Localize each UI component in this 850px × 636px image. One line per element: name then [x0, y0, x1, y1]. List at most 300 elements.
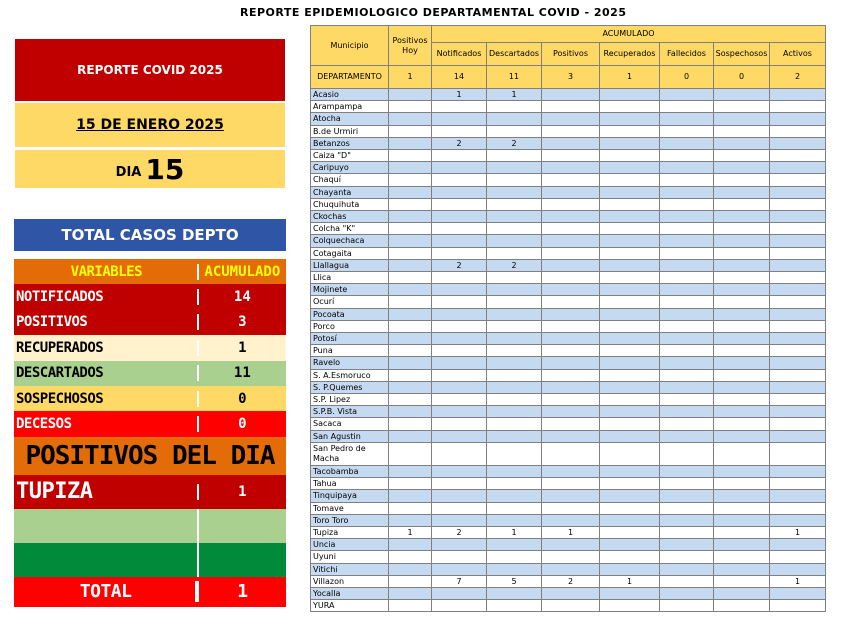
table-cell	[432, 333, 487, 345]
table-cell	[600, 150, 660, 162]
table-cell	[389, 186, 432, 198]
table-row	[311, 235, 826, 247]
table-cell	[600, 539, 660, 551]
table-cell	[389, 223, 432, 235]
table-cell	[600, 296, 660, 308]
summary-row-notificados	[14, 284, 286, 309]
table-cell	[432, 284, 487, 296]
summary-row-sospechosos	[14, 386, 286, 411]
table-cell	[600, 174, 660, 186]
municipio-name: Chaquí	[311, 174, 389, 186]
table-cell: 1	[770, 526, 826, 538]
table-cell	[487, 320, 542, 332]
table-cell	[770, 259, 826, 271]
table-cell	[770, 418, 826, 430]
municipio-name: Caiza "D"	[311, 150, 389, 162]
table-cell	[714, 125, 770, 137]
table-cell	[600, 308, 660, 320]
table-cell	[542, 587, 600, 599]
table-cell	[600, 198, 660, 210]
table-cell	[487, 394, 542, 406]
table-cell	[600, 320, 660, 332]
table-cell	[432, 272, 487, 284]
table-cell	[432, 369, 487, 381]
table-cell	[600, 345, 660, 357]
table-cell	[660, 284, 714, 296]
municipio-name: S. A.Esmoruco	[311, 369, 389, 381]
table-row	[311, 514, 826, 526]
table-row	[311, 587, 826, 599]
table-cell	[389, 406, 432, 418]
table-cell	[770, 406, 826, 418]
table-cell	[770, 357, 826, 369]
table-cell	[389, 211, 432, 223]
header-positivos-hoy: Positivos Hoy	[389, 26, 432, 66]
table-cell	[660, 357, 714, 369]
header-sospechosos: Sospechosos	[714, 43, 770, 66]
table-cell	[487, 174, 542, 186]
table-cell	[770, 198, 826, 210]
table-cell	[714, 502, 770, 514]
summary-row-positivos	[14, 310, 286, 335]
table-cell	[389, 430, 432, 442]
table-cell	[542, 514, 600, 526]
table-cell	[770, 223, 826, 235]
table-cell	[389, 539, 432, 551]
total-value: 1	[195, 581, 286, 602]
table-cell	[600, 587, 660, 599]
table-cell	[660, 186, 714, 198]
table-cell	[770, 478, 826, 490]
table-cell	[542, 150, 600, 162]
table-cell	[389, 514, 432, 526]
table-row	[311, 89, 826, 101]
table-cell	[389, 394, 432, 406]
table-cell	[542, 369, 600, 381]
table-cell	[770, 333, 826, 345]
summary-header-variables: VARIABLES	[70, 263, 142, 280]
table-cell	[714, 357, 770, 369]
table-cell	[542, 478, 600, 490]
report-title-box	[15, 39, 285, 101]
header-recuperados: Recuperados	[600, 43, 660, 66]
table-cell	[660, 333, 714, 345]
table-cell	[600, 430, 660, 442]
table-cell	[600, 223, 660, 235]
table-cell: 1	[770, 575, 826, 587]
table-cell	[487, 150, 542, 162]
summary-row-recuperados	[14, 335, 286, 360]
table-cell: 1	[487, 526, 542, 538]
table-cell	[432, 502, 487, 514]
table-cell	[389, 89, 432, 101]
total-label: TOTAL	[79, 581, 132, 603]
table-cell	[432, 247, 487, 259]
table-cell	[660, 502, 714, 514]
table-cell	[770, 150, 826, 162]
table-cell	[487, 308, 542, 320]
table-cell	[770, 442, 826, 465]
table-cell	[432, 101, 487, 113]
municipio-name: Tahua	[311, 478, 389, 490]
table-cell	[660, 223, 714, 235]
table-cell	[600, 211, 660, 223]
table-cell	[432, 223, 487, 235]
table-cell	[770, 502, 826, 514]
table-cell	[600, 490, 660, 502]
municipio-name: Mojinete	[311, 284, 389, 296]
table-cell	[389, 502, 432, 514]
table-cell	[542, 345, 600, 357]
municipio-name: Caripuyo	[311, 162, 389, 174]
table-cell: 1	[432, 89, 487, 101]
table-cell	[714, 514, 770, 526]
table-cell	[714, 259, 770, 271]
table-cell	[389, 284, 432, 296]
table-cell	[600, 186, 660, 198]
table-cell	[487, 381, 542, 393]
municipio-name: Tupiza	[311, 526, 389, 538]
table-cell	[714, 247, 770, 259]
summary-label: DESCARTADOS	[16, 365, 104, 382]
table-cell	[542, 272, 600, 284]
table-cell	[600, 137, 660, 149]
table-cell	[600, 247, 660, 259]
table-row	[311, 345, 826, 357]
table-cell	[714, 369, 770, 381]
table-cell	[714, 320, 770, 332]
day-label: DIA	[115, 164, 142, 180]
municipio-name: Puna	[311, 345, 389, 357]
departamento-value: 14	[432, 66, 487, 89]
table-cell	[660, 345, 714, 357]
table-cell: 2	[432, 526, 487, 538]
departamento-row	[311, 66, 826, 89]
table-row	[311, 333, 826, 345]
table-cell	[542, 430, 600, 442]
table-cell	[770, 381, 826, 393]
table-cell	[600, 514, 660, 526]
table-cell	[660, 381, 714, 393]
tupiza-value: 1	[197, 484, 286, 500]
table-row	[311, 600, 826, 612]
positivos-dia-banner	[14, 437, 286, 475]
table-cell	[660, 539, 714, 551]
municipio-name: Porco	[311, 320, 389, 332]
table-cell	[432, 357, 487, 369]
total-cases-label: TOTAL CASOS DEPTO	[61, 226, 239, 244]
table-cell	[487, 465, 542, 477]
table-cell	[487, 211, 542, 223]
table-cell	[660, 247, 714, 259]
table-cell	[487, 587, 542, 599]
table-cell	[714, 406, 770, 418]
table-cell	[542, 113, 600, 125]
table-cell	[389, 125, 432, 137]
table-cell	[389, 333, 432, 345]
table-cell	[660, 430, 714, 442]
table-cell	[432, 406, 487, 418]
table-row	[311, 186, 826, 198]
table-header-row	[311, 26, 826, 43]
table-cell	[487, 198, 542, 210]
table-cell	[487, 563, 542, 575]
departamento-value: 3	[542, 66, 600, 89]
table-cell	[600, 272, 660, 284]
table-cell	[432, 235, 487, 247]
table-cell	[714, 162, 770, 174]
table-cell: 1	[389, 526, 432, 538]
table-row	[311, 478, 826, 490]
table-row	[311, 539, 826, 551]
table-row	[311, 174, 826, 186]
table-cell	[389, 174, 432, 186]
municipio-name: Uncia	[311, 539, 389, 551]
table-cell	[542, 357, 600, 369]
table-cell	[600, 357, 660, 369]
table-cell	[487, 272, 542, 284]
table-cell	[660, 514, 714, 526]
table-cell	[600, 502, 660, 514]
table-cell	[542, 320, 600, 332]
table-cell	[770, 587, 826, 599]
table-cell	[660, 125, 714, 137]
table-cell	[389, 247, 432, 259]
municipio-name: Acasio	[311, 89, 389, 101]
summary-value: 0	[197, 391, 286, 407]
table-cell	[487, 369, 542, 381]
header-descartados: Descartados	[487, 43, 542, 66]
table-cell	[542, 539, 600, 551]
table-cell	[770, 186, 826, 198]
table-cell	[432, 430, 487, 442]
table-row	[311, 125, 826, 137]
table-row	[311, 272, 826, 284]
table-cell	[542, 89, 600, 101]
table-cell	[770, 174, 826, 186]
table-cell	[714, 381, 770, 393]
table-cell	[660, 563, 714, 575]
table-cell	[770, 284, 826, 296]
table-cell	[542, 563, 600, 575]
municipio-name: Atocha	[311, 113, 389, 125]
table-cell	[542, 394, 600, 406]
summary-row-decesos	[14, 411, 286, 436]
municipio-name: Uyuni	[311, 551, 389, 563]
table-cell	[542, 198, 600, 210]
header-activos: Activos	[770, 43, 826, 66]
table-cell	[432, 563, 487, 575]
table-cell: 1	[487, 89, 542, 101]
summary-label: POSITIVOS	[16, 314, 88, 331]
table-row	[311, 369, 826, 381]
positivos-dia-label: POSITIVOS DEL DIA	[25, 440, 275, 471]
table-cell	[542, 551, 600, 563]
table-cell	[389, 308, 432, 320]
table-cell	[714, 526, 770, 538]
table-cell	[714, 539, 770, 551]
table-cell	[487, 186, 542, 198]
table-cell	[432, 345, 487, 357]
municipio-name: B.de Urmiri	[311, 125, 389, 137]
municipio-name: S.P. Lipez	[311, 394, 389, 406]
table-cell	[660, 174, 714, 186]
municipio-name: Chayanta	[311, 186, 389, 198]
table-cell	[542, 490, 600, 502]
table-row	[311, 551, 826, 563]
table-cell	[487, 284, 542, 296]
table-cell	[770, 137, 826, 149]
table-row	[311, 137, 826, 149]
municipio-name: Vitichi	[311, 563, 389, 575]
table-cell	[542, 284, 600, 296]
table-cell	[487, 406, 542, 418]
table-cell	[542, 223, 600, 235]
table-cell	[600, 125, 660, 137]
table-cell	[487, 223, 542, 235]
table-cell	[487, 442, 542, 465]
table-row	[311, 320, 826, 332]
summary-label: RECUPERADOS	[16, 339, 104, 356]
table-cell	[770, 113, 826, 125]
table-row	[311, 223, 826, 235]
table-cell	[542, 211, 600, 223]
table-row	[311, 563, 826, 575]
table-cell	[432, 198, 487, 210]
table-cell	[542, 418, 600, 430]
municipio-name: Villazon	[311, 575, 389, 587]
table-cell	[600, 235, 660, 247]
table-cell	[600, 478, 660, 490]
table-cell	[770, 162, 826, 174]
table-row	[311, 247, 826, 259]
table-cell	[432, 125, 487, 137]
table-cell	[660, 198, 714, 210]
municipio-name: Sacaca	[311, 418, 389, 430]
table-cell	[714, 575, 770, 587]
table-cell	[487, 235, 542, 247]
departamento-value: 0	[660, 66, 714, 89]
summary-table	[14, 259, 286, 607]
summary-label: DECESOS	[16, 416, 72, 433]
table-cell	[389, 101, 432, 113]
table-cell	[714, 345, 770, 357]
table-row	[311, 418, 826, 430]
summary-value: 14	[197, 289, 286, 305]
summary-value: 1	[197, 340, 286, 356]
table-cell	[660, 369, 714, 381]
table-row	[311, 490, 826, 502]
table-row	[311, 259, 826, 271]
table-cell	[660, 442, 714, 465]
table-cell	[389, 272, 432, 284]
table-cell	[770, 235, 826, 247]
table-row	[311, 430, 826, 442]
table-cell	[714, 465, 770, 477]
table-cell	[600, 162, 660, 174]
table-cell	[432, 587, 487, 599]
table-row	[311, 162, 826, 174]
report-main-title: REPORTE EPIDEMIOLOGICO DEPARTAMENTAL COVID - 2025	[240, 6, 627, 19]
departamento-value: 11	[487, 66, 542, 89]
table-row	[311, 198, 826, 210]
table-row	[311, 394, 826, 406]
table-cell	[714, 113, 770, 125]
table-cell	[660, 575, 714, 587]
table-cell	[770, 125, 826, 137]
table-cell	[714, 284, 770, 296]
table-cell	[542, 600, 600, 612]
table-cell	[487, 101, 542, 113]
table-cell	[660, 478, 714, 490]
municipio-name: Ravelo	[311, 357, 389, 369]
municipio-name: Llallagua	[311, 259, 389, 271]
total-row	[14, 577, 286, 607]
table-cell	[714, 137, 770, 149]
table-cell	[600, 465, 660, 477]
table-row	[311, 442, 826, 465]
table-cell	[714, 551, 770, 563]
table-cell	[660, 490, 714, 502]
table-cell	[600, 259, 660, 271]
municipio-name: San Pedro de Macha	[311, 442, 389, 465]
departamento-value: 1	[600, 66, 660, 89]
municipio-name: S. P.Quemes	[311, 381, 389, 393]
table-cell	[714, 211, 770, 223]
table-cell	[770, 272, 826, 284]
table-cell	[714, 394, 770, 406]
municipio-name: Pocoata	[311, 308, 389, 320]
table-cell	[770, 211, 826, 223]
municipio-name: YURA	[311, 600, 389, 612]
table-cell	[660, 551, 714, 563]
table-cell	[389, 490, 432, 502]
table-cell	[714, 101, 770, 113]
table-cell	[542, 308, 600, 320]
table-cell	[660, 320, 714, 332]
table-cell	[542, 186, 600, 198]
table-cell	[714, 186, 770, 198]
table-cell	[389, 113, 432, 125]
table-cell	[660, 406, 714, 418]
table-cell: 1	[600, 575, 660, 587]
table-cell	[542, 174, 600, 186]
table-cell	[770, 89, 826, 101]
table-cell	[389, 381, 432, 393]
table-cell	[389, 198, 432, 210]
report-date: 15 DE ENERO 2025	[76, 117, 224, 133]
municipio-name: Potosí	[311, 333, 389, 345]
table-cell	[432, 211, 487, 223]
table-cell	[389, 600, 432, 612]
table-cell	[432, 465, 487, 477]
table-cell: 2	[432, 259, 487, 271]
header-acumulado: ACUMULADO	[432, 26, 826, 43]
table-row	[311, 284, 826, 296]
table-cell	[487, 162, 542, 174]
municipio-name: Tacobamba	[311, 465, 389, 477]
table-cell	[432, 478, 487, 490]
departamento-label: DEPARTAMENTO	[311, 66, 389, 89]
table-cell: 5	[487, 575, 542, 587]
table-cell	[660, 235, 714, 247]
table-row	[311, 211, 826, 223]
report-title: REPORTE COVID 2025	[77, 63, 223, 77]
table-cell	[600, 369, 660, 381]
table-row	[311, 113, 826, 125]
departamento-value: 0	[714, 66, 770, 89]
table-cell	[542, 465, 600, 477]
